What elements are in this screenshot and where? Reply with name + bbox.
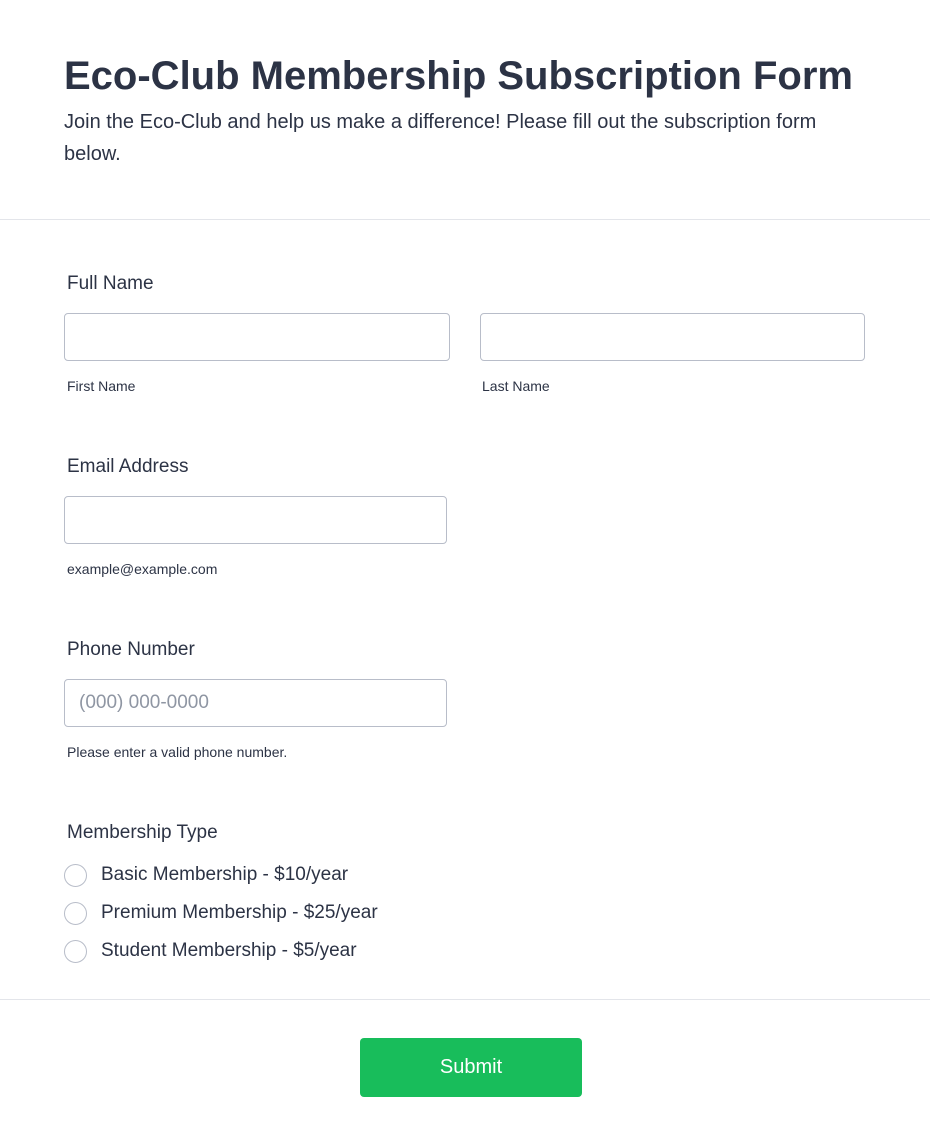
form-title: Eco-Club Membership Subscription Form bbox=[64, 54, 853, 98]
first-name-input[interactable] bbox=[64, 313, 450, 361]
membership-option-student[interactable] bbox=[64, 938, 357, 964]
first-name-sublabel: First Name bbox=[67, 378, 136, 394]
footer-divider bbox=[0, 999, 930, 1000]
last-name-sublabel: Last Name bbox=[482, 378, 550, 394]
last-name-input[interactable] bbox=[480, 313, 865, 361]
phone-sublabel: Please enter a valid phone number. bbox=[67, 744, 288, 760]
radio-button[interactable] bbox=[64, 902, 87, 925]
membership-type-label: Membership Type bbox=[67, 822, 218, 843]
membership-option-label: Premium Membership - $25/year bbox=[101, 902, 378, 923]
phone-label: Phone Number bbox=[67, 639, 195, 660]
form-subtitle: Join the Eco-Club and help us make a difference! Please fill out the subscription form below. bbox=[64, 111, 817, 165]
form-header bbox=[0, 0, 930, 220]
radio-button[interactable] bbox=[64, 864, 87, 887]
email-label: Email Address bbox=[67, 456, 189, 477]
phone-input[interactable] bbox=[64, 679, 447, 727]
email-sublabel: example@example.com bbox=[67, 561, 218, 577]
radio-button[interactable] bbox=[64, 940, 87, 963]
submit-button[interactable]: Submit bbox=[360, 1038, 582, 1097]
membership-option-basic[interactable] bbox=[64, 862, 348, 888]
full-name-label: Full Name bbox=[67, 273, 154, 294]
membership-option-label: Student Membership - $5/year bbox=[101, 940, 357, 961]
membership-option-label: Basic Membership - $10/year bbox=[101, 864, 349, 885]
email-input[interactable] bbox=[64, 496, 447, 544]
membership-option-premium[interactable] bbox=[64, 900, 378, 926]
